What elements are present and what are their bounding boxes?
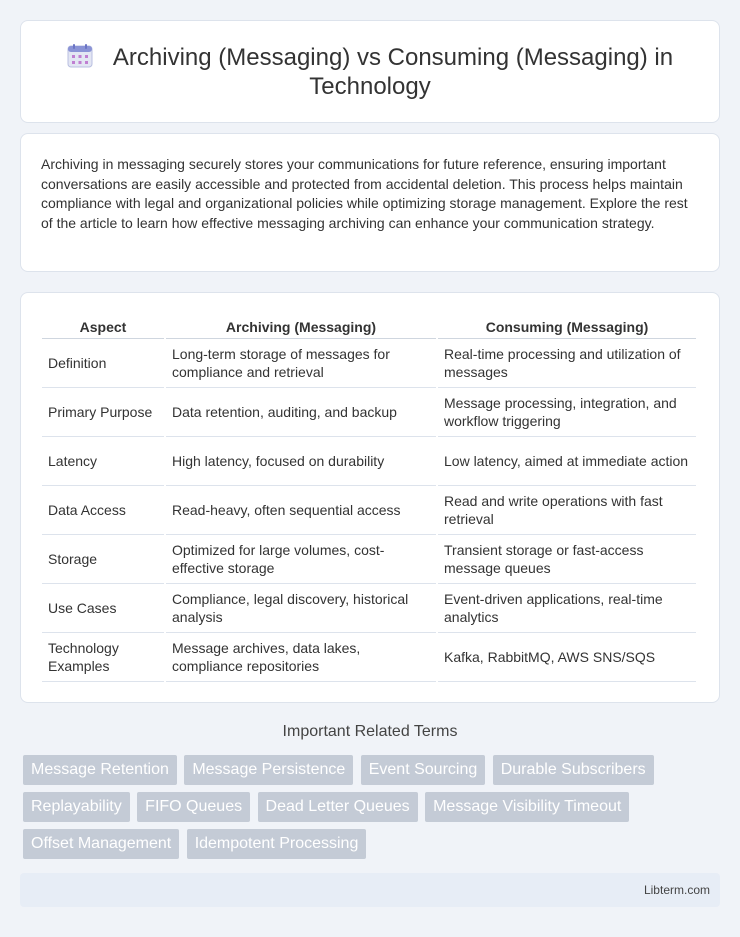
table-row bbox=[42, 339, 696, 388]
intro-paragraph: Archiving in messaging securely stores your communications for future reference, ensuring important conversations are easily accessible and protected from accidental deletion. This process helps maintain compliance with legal and organizational policies while optimizing storage management. Explore the rest of the article to learn how effective messaging archiving can enhance your communication strategy. bbox=[41, 156, 688, 231]
cell-aspect: Technology Examples bbox=[42, 633, 164, 682]
cell-archiving: Read-heavy, often sequential access bbox=[166, 486, 436, 535]
calendar-grid-icon bbox=[67, 44, 93, 68]
cell-consuming: Low latency, aimed at immediate action bbox=[438, 437, 696, 486]
cell-consuming: Real-time processing and utilization of messages bbox=[438, 339, 696, 388]
header-consuming: Consuming (Messaging) bbox=[438, 311, 696, 339]
title-card bbox=[20, 20, 720, 123]
header-aspect: Aspect bbox=[42, 311, 164, 339]
related-term-tag[interactable]: Dead Letter Queues bbox=[258, 792, 418, 822]
related-term-tag[interactable]: Idempotent Processing bbox=[187, 829, 367, 859]
intro-card bbox=[20, 133, 720, 272]
page-title-text: Archiving (Messaging) vs Consuming (Messaging) in Technology bbox=[112, 43, 674, 100]
related-terms-list bbox=[23, 755, 723, 866]
related-term-tag[interactable]: Event Sourcing bbox=[361, 755, 486, 785]
related-term-tag[interactable]: Message Retention bbox=[23, 755, 177, 785]
header-archiving: Archiving (Messaging) bbox=[166, 311, 436, 339]
cell-archiving: Compliance, legal discovery, historical analysis bbox=[166, 584, 436, 633]
cell-consuming: Kafka, RabbitMQ, AWS SNS/SQS bbox=[438, 633, 696, 682]
page-title bbox=[51, 43, 689, 101]
related-term-tag[interactable]: Offset Management bbox=[23, 829, 179, 859]
table-row bbox=[42, 584, 696, 633]
table-row bbox=[42, 437, 696, 486]
table-row bbox=[42, 486, 696, 535]
related-term-tag[interactable]: Durable Subscribers bbox=[493, 755, 654, 785]
cell-archiving: Data retention, auditing, and backup bbox=[166, 388, 436, 437]
cell-consuming: Read and write operations with fast retrieval bbox=[438, 486, 696, 535]
table-header-row bbox=[42, 311, 696, 339]
footer bbox=[20, 873, 720, 907]
cell-consuming: Event-driven applications, real-time analytics bbox=[438, 584, 696, 633]
cell-consuming: Message processing, integration, and workflow triggering bbox=[438, 388, 696, 437]
cell-archiving: Optimized for large volumes, cost-effective storage bbox=[166, 535, 436, 584]
related-term-tag[interactable]: Message Visibility Timeout bbox=[425, 792, 629, 822]
cell-aspect: Primary Purpose bbox=[42, 388, 164, 437]
cell-consuming: Transient storage or fast-access message queues bbox=[438, 535, 696, 584]
table-row bbox=[42, 633, 696, 682]
related-terms-title: Important Related Terms bbox=[282, 723, 458, 740]
comparison-card bbox=[20, 292, 720, 703]
cell-archiving: Long-term storage of messages for compliance and retrieval bbox=[166, 339, 436, 388]
cell-aspect: Data Access bbox=[42, 486, 164, 535]
title-wrap bbox=[21, 43, 719, 101]
related-term-tag[interactable]: FIFO Queues bbox=[137, 792, 250, 822]
cell-aspect: Use Cases bbox=[42, 584, 164, 633]
cell-aspect: Storage bbox=[42, 535, 164, 584]
cell-archiving: High latency, focused on durability bbox=[166, 437, 436, 486]
table-row bbox=[42, 388, 696, 437]
table-row bbox=[42, 535, 696, 584]
comparison-table bbox=[40, 311, 698, 682]
cell-archiving: Message archives, data lakes, compliance repositories bbox=[166, 633, 436, 682]
cell-aspect: Definition bbox=[42, 339, 164, 388]
related-term-tag[interactable]: Message Persistence bbox=[184, 755, 353, 785]
cell-aspect: Latency bbox=[42, 437, 164, 486]
footer-site-link[interactable]: Libterm.com bbox=[643, 883, 710, 897]
related-term-tag[interactable]: Replayability bbox=[23, 792, 130, 822]
